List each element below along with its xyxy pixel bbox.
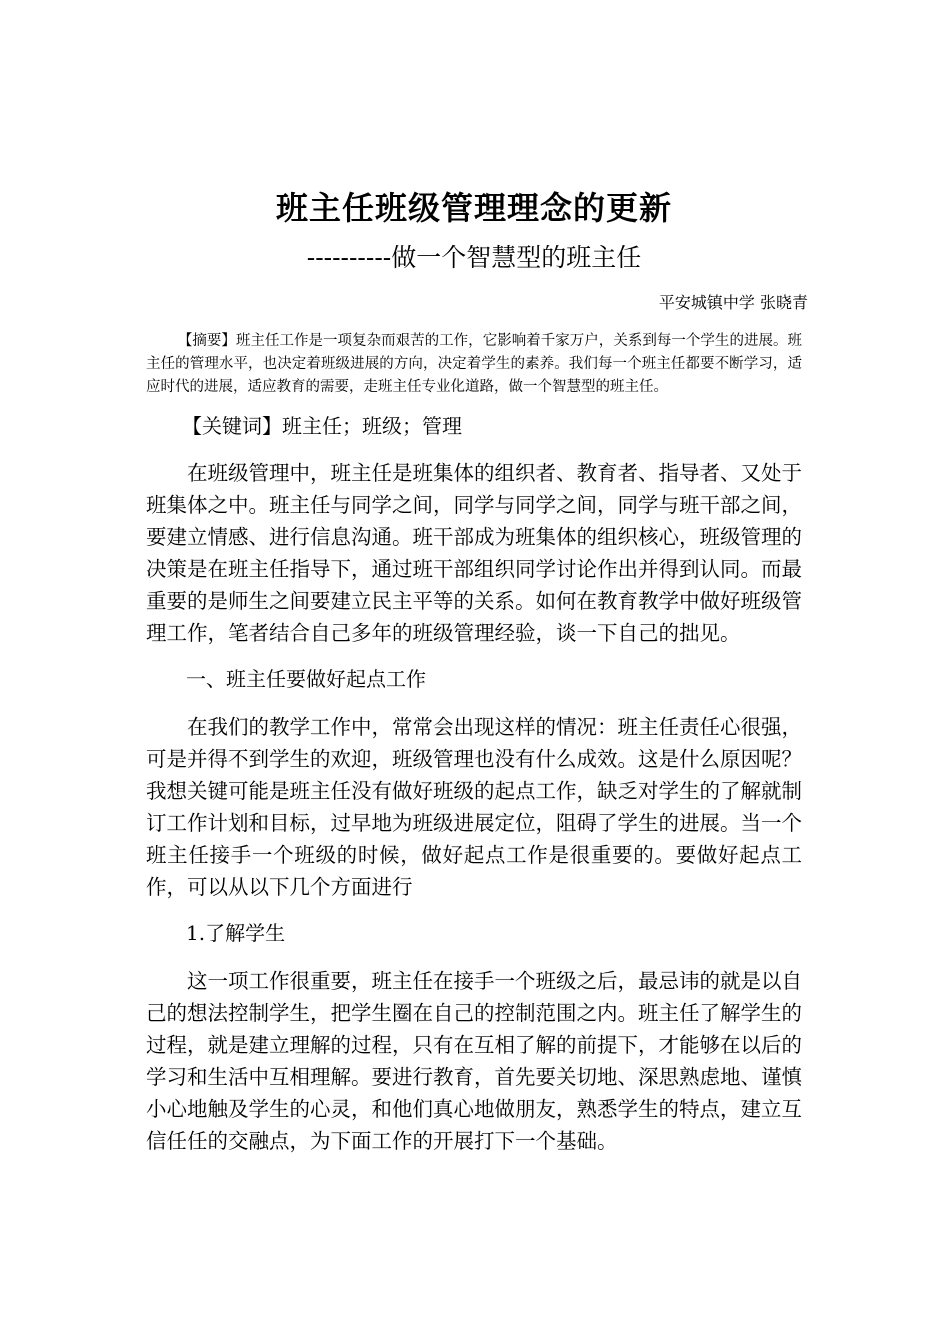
abstract-paragraph: 【摘要】班主任工作是一项复杂而艰苦的工作，它影响着千家万户，关系到每一个学生的进展。班主任的管理水平，也决定着班级进展的方向，决定着学生的素养。我们每一个班主任都要不断学习，适应时代的进展，适应教育的需要，走班主任专业化道路，做一个智慧型的班主任。 bbox=[146, 333, 802, 395]
document-subtitle: ----------做一个智慧型的班主任 bbox=[306, 243, 642, 272]
document-title: 班主任班级管理理念的更新 bbox=[275, 189, 672, 227]
section-heading: 一、班主任要做好起点工作 bbox=[186, 667, 426, 691]
author-line: 平安城镇中学 张晓青 bbox=[658, 293, 808, 312]
keywords-line: 【关键词】班主任；班级；管理 bbox=[182, 414, 462, 438]
section-paragraph: 在我们的教学工作中，常常会出现这样的情况：班主任责任心很强，可是并得不到学生的欢迎，班级管理也没有什么成效。这是什么原因呢？我想关键可能是班主任没有做好班级的起点工作，缺乏对学生的了解就制订工作计划和目标，过早地为班级进展定位，阻碍了学生的进展。当一个班主任接手一个班级的时候，做好起点工作是很重要的。要做好起点工作，可以从以下几个方面进行 bbox=[146, 715, 802, 899]
subsection-paragraph: 这一项工作很重要，班主任在接手一个班级之后，最忌讳的就是以自己的想法控制学生，把学生圈在自己的控制范围之内。班主任了解学生的过程，就是建立理解的过程，只有在互相了解的前提下，才能够在以后的学习和生活中互相理解。要进行教育，首先要关切地、深思熟虑地、谨慎小心地触及学生的心灵，和他们真心地做朋友，熟悉学生的特点，建立互信任任的交融点，为下面工作的开展打下一个基础。 bbox=[146, 969, 802, 1153]
subsection-heading: 1.了解学生 bbox=[186, 921, 286, 945]
intro-paragraph: 在班级管理中，班主任是班集体的组织者、教育者、指导者、又处于班集体之中。班主任与同学之间，同学与同学之间，同学与班干部之间，要建立情感、进行信息沟通。班干部成为班集体的组织核心，班级管理的决策是在班主任指导下，通过班干部组织同学讨论作出并得到认同。而最重要的是师生之间要建立民主平等的关系。如何在教育教学中做好班级管理工作，笔者结合自己多年的班级管理经验，谈一下自己的拙见。 bbox=[146, 461, 802, 645]
